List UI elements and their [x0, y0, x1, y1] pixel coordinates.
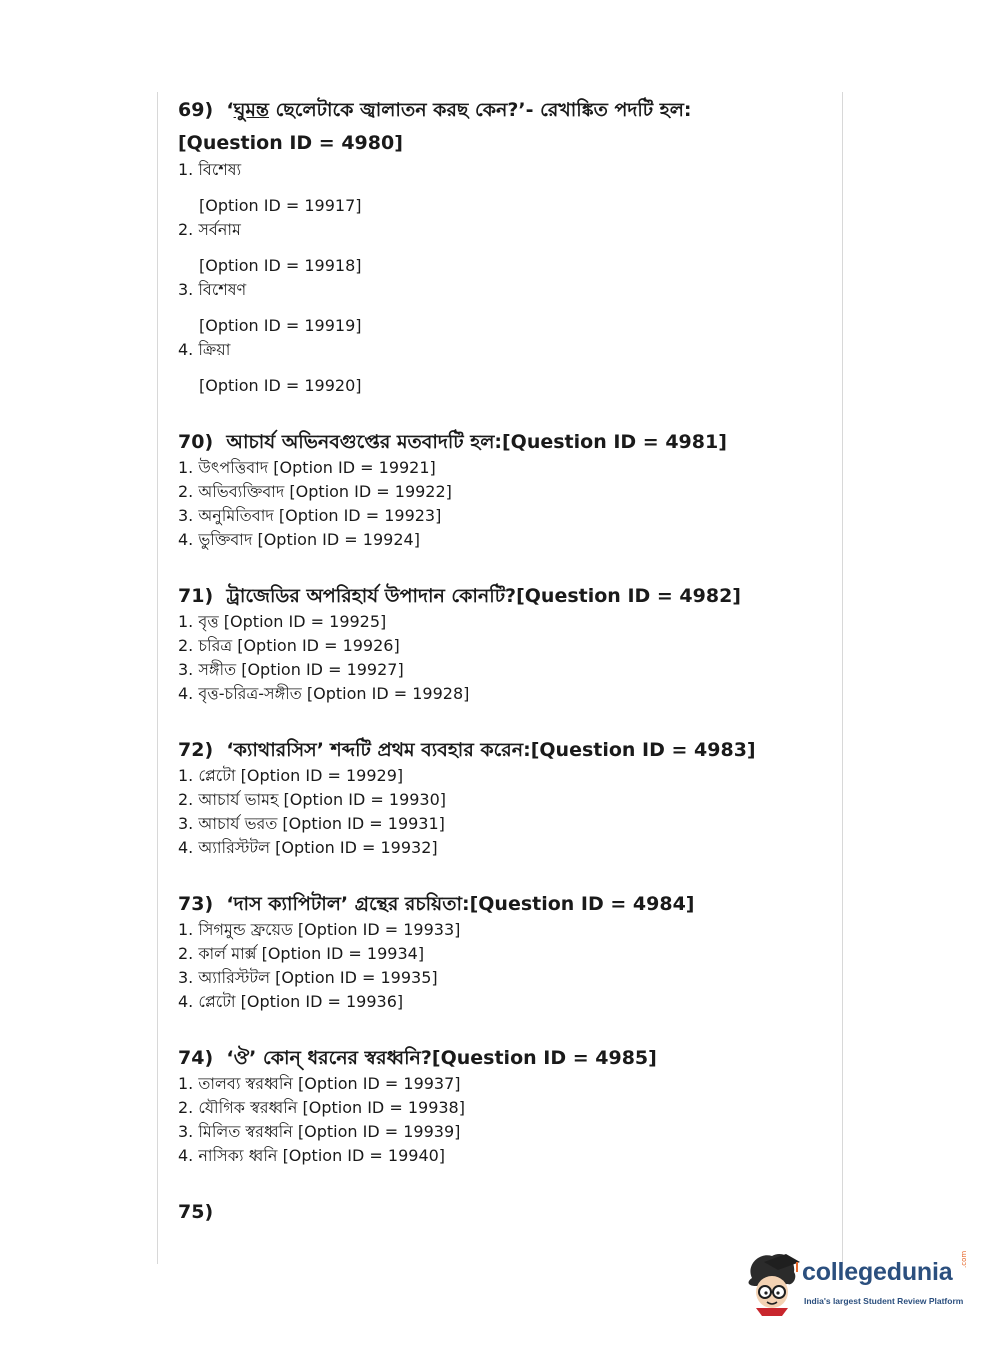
option-id: [Option ID = 19927] [241, 660, 404, 679]
option-id: [Option ID = 19921] [273, 458, 436, 477]
option-label: 2. কার্ল মার্ক্স [178, 944, 257, 963]
option-label: 4. অ্যারিস্টটল [178, 838, 271, 857]
question-number: 69) [178, 99, 214, 121]
option-id: [Option ID = 19928] [306, 684, 470, 703]
option-id: [Option ID = 19918] [199, 256, 362, 275]
question-73 [178, 890, 838, 1014]
question-text-start: ‘ [226, 99, 234, 121]
question-number: 74) [178, 1047, 214, 1069]
option-id: [Option ID = 19920] [199, 376, 362, 395]
logo-domain-suffix: .com [960, 1250, 968, 1268]
question-number: 72) [178, 739, 214, 761]
option-id: [Option ID = 19936] [240, 992, 404, 1011]
option-label: 1. প্লেটো [178, 766, 236, 785]
left-margin-line [157, 92, 158, 1264]
mascot-icon [742, 1248, 802, 1318]
question-number: 71) [178, 585, 214, 607]
option-label: 3. মিলিত স্বরধ্বনি [178, 1122, 293, 1141]
option-label: 2. সর্বনাম [178, 220, 241, 239]
question-text: ‘দাস ক্যাপিটাল’ গ্রন্থের রচয়িতা: [226, 893, 470, 915]
question-69 [178, 96, 838, 398]
option-label: 2. চরিত্র [178, 636, 233, 655]
question-id: [Question ID = 4981] [502, 431, 727, 453]
option-id: [Option ID = 19937] [298, 1074, 461, 1093]
right-margin-line [842, 92, 843, 1264]
option-id: [Option ID = 19940] [282, 1146, 446, 1165]
option-label: 1. বিশেষ্য [178, 160, 242, 179]
option-label: 4. নাসিক্য ধ্বনি [178, 1146, 278, 1165]
question-text-end: ছেলেটাকে জ্বালাতন করছ কেন?’- রেখাঙ্কিত পদটি হল: [268, 99, 692, 121]
question-id: [Question ID = 4982] [516, 585, 741, 607]
option-label: 2. আচার্য ভামহ [178, 790, 279, 809]
logo-tagline: India's largest Student Review Platform [804, 1296, 964, 1306]
question-70 [178, 428, 838, 552]
option-id: [Option ID = 19923] [278, 506, 442, 525]
option-label: 4. প্লেটো [178, 992, 236, 1011]
question-text: ‘ঔ’ কোন্ ধরনের স্বরধ্বনি? [226, 1047, 432, 1069]
option-label: 1. বৃত্ত [178, 612, 219, 631]
question-text: ‘ক্যাথারসিস’ শব্দটি প্রথম ব্যবহার করেন: [226, 739, 531, 761]
question-id: [Question ID = 4980] [178, 132, 403, 154]
logo-wordmark: collegedunia [802, 1258, 953, 1286]
option-id: [Option ID = 19930] [283, 790, 447, 809]
question-id: [Question ID = 4983] [530, 739, 756, 761]
option-label: 2. যৌগিক স্বরধ্বনি [178, 1098, 298, 1117]
option-id: [Option ID = 19924] [257, 530, 420, 549]
question-74 [178, 1044, 838, 1168]
question-number: 73) [178, 893, 214, 915]
option-id: [Option ID = 19922] [289, 482, 452, 501]
option-id: [Option ID = 19934] [261, 944, 425, 963]
question-heading [178, 96, 838, 124]
option-id: [Option ID = 19929] [240, 766, 404, 785]
option-label: 3. বিশেষণ [178, 280, 247, 299]
option-id: [Option ID = 19919] [199, 316, 362, 335]
option-label: 3. অ্যারিস্টটল [178, 968, 271, 987]
option-label: 3. আচার্য ভরত [178, 814, 278, 833]
option-label: 4. ভুক্তিবাদ [178, 530, 253, 549]
option-label: 3. অনুমিতিবাদ [178, 506, 274, 525]
question-list [178, 96, 838, 1226]
option-label: 4. বৃত্ত-চরিত্র-সঙ্গীত [178, 684, 302, 703]
question-heading [178, 736, 838, 764]
option-label: 1. উৎপত্তিবাদ [178, 458, 269, 477]
question-id: [Question ID = 4984] [469, 893, 695, 915]
question-heading [178, 582, 838, 610]
collegedunia-logo [742, 1248, 972, 1318]
question-heading [178, 428, 838, 456]
option-label: 3. সঙ্গীত [178, 660, 237, 679]
option-label: 1. তালব্য স্বরধ্বনি [178, 1074, 293, 1093]
question-71 [178, 582, 838, 706]
option-label: 1. সিগমুন্ড ফ্রয়েড [178, 920, 293, 939]
option-id: [Option ID = 19938] [302, 1098, 465, 1117]
next-question-number: 75) [178, 1201, 214, 1223]
question-text: ট্রাজেডির অপরিহার্য উপাদান কোনটি? [226, 585, 517, 607]
option-id: [Option ID = 19925] [223, 612, 387, 631]
question-number: 70) [178, 431, 214, 453]
question-id: [Question ID = 4985] [431, 1047, 657, 1069]
option-label: 4. ক্রিয়া [178, 340, 231, 359]
option-label: 2. অভিব্যক্তিবাদ [178, 482, 285, 501]
option-id: [Option ID = 19935] [275, 968, 438, 987]
option-id: [Option ID = 19932] [275, 838, 438, 857]
option-id: [Option ID = 19926] [237, 636, 400, 655]
question-72 [178, 736, 838, 860]
option-id: [Option ID = 19933] [297, 920, 461, 939]
underlined-word: ঘুমন্ত [233, 99, 269, 121]
question-heading [178, 1044, 838, 1072]
option-id: [Option ID = 19917] [199, 196, 362, 215]
question-heading [178, 890, 838, 918]
option-id: [Option ID = 19939] [297, 1122, 461, 1141]
question-text: আচার্য অভিনবগুপ্তের মতবাদটি হল: [226, 431, 502, 453]
option-id: [Option ID = 19931] [282, 814, 445, 833]
